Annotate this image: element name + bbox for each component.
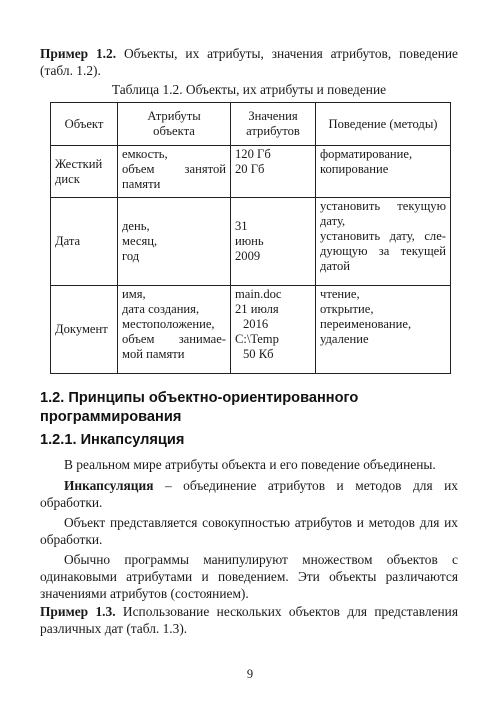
- cell-behavior: установить текущую дату, установить дату, сле- дующую за текущей датой: [316, 198, 451, 286]
- cell-values: 120 Гб 20 Гб: [231, 146, 316, 198]
- cell-values: main.doc 21 июля 2016 C:\Temp 50 Кб: [231, 286, 316, 374]
- paragraph-encapsulation-definition: Инкапсуляция – объединение атрибутов и методов для их обработки.: [40, 478, 458, 510]
- table-caption: Таблица 1.2. Объекты, их атрибуты и поведение: [111, 82, 387, 97]
- table-row-hard-disk: [51, 146, 451, 198]
- example-1-3-label: Пример 1.3.: [40, 604, 116, 619]
- cell-attributes: емкость, объем занятой памяти: [118, 146, 231, 198]
- example-1-2-label: Пример 1.2.: [40, 46, 117, 61]
- cell-values: 31 июнь 2009: [231, 198, 316, 286]
- example-1-2-text: Объекты, их атрибуты, значения атрибутов, поведение (табл. 1.2).: [40, 46, 458, 78]
- table-header-row: [51, 103, 451, 146]
- header-attributes: Атрибуты объекта: [118, 103, 231, 146]
- table-row-date: [51, 198, 451, 286]
- cell-object: Дата: [51, 198, 118, 286]
- section-1-2-1-heading: 1.2.1. Инкапсуляция: [40, 432, 185, 448]
- page-number: 9: [246, 667, 254, 681]
- header-behavior: Поведение (методы): [316, 103, 451, 146]
- term-encapsulation: Инкапсуляция: [64, 478, 154, 493]
- header-values: Значения атрибутов: [231, 103, 316, 146]
- cell-object: Документ: [51, 286, 118, 374]
- example-1-3-paragraph: [40, 603, 458, 637]
- header-object: Объект: [51, 103, 118, 146]
- cell-object: Жесткий диск: [51, 146, 118, 198]
- section-1-2-heading: 1.2. Принципы объектно-ориентированного программирования: [40, 390, 359, 425]
- cell-behavior: форматирование, копирование: [316, 146, 451, 198]
- cell-behavior: чтение, открытие, переименование, удаление: [316, 286, 451, 374]
- paragraph-programs-manipulate: Обычно программы манипулируют множеством объектов с одинаковыми атрибутами и поведением. Эти объекты различаются значениями атрибутов (состоянием).: [40, 552, 458, 601]
- objects-table: [50, 102, 451, 374]
- cell-attributes: имя, дата создания, местоположение, объем занимае- мой памяти: [118, 286, 231, 374]
- paragraph-real-world: В реальном мире атрибуты объекта и его поведение объединены.: [64, 457, 436, 472]
- cell-attributes: день, месяц, год: [118, 198, 231, 286]
- paragraph-object-definition: Объект представляется совокупностью атрибутов и методов для их обработки.: [40, 515, 458, 547]
- example-1-2-paragraph: [40, 45, 458, 79]
- table-row-document: [51, 286, 451, 374]
- example-1-3-text: Использование нескольких объектов для представления различных дат (табл. 1.3).: [40, 604, 459, 636]
